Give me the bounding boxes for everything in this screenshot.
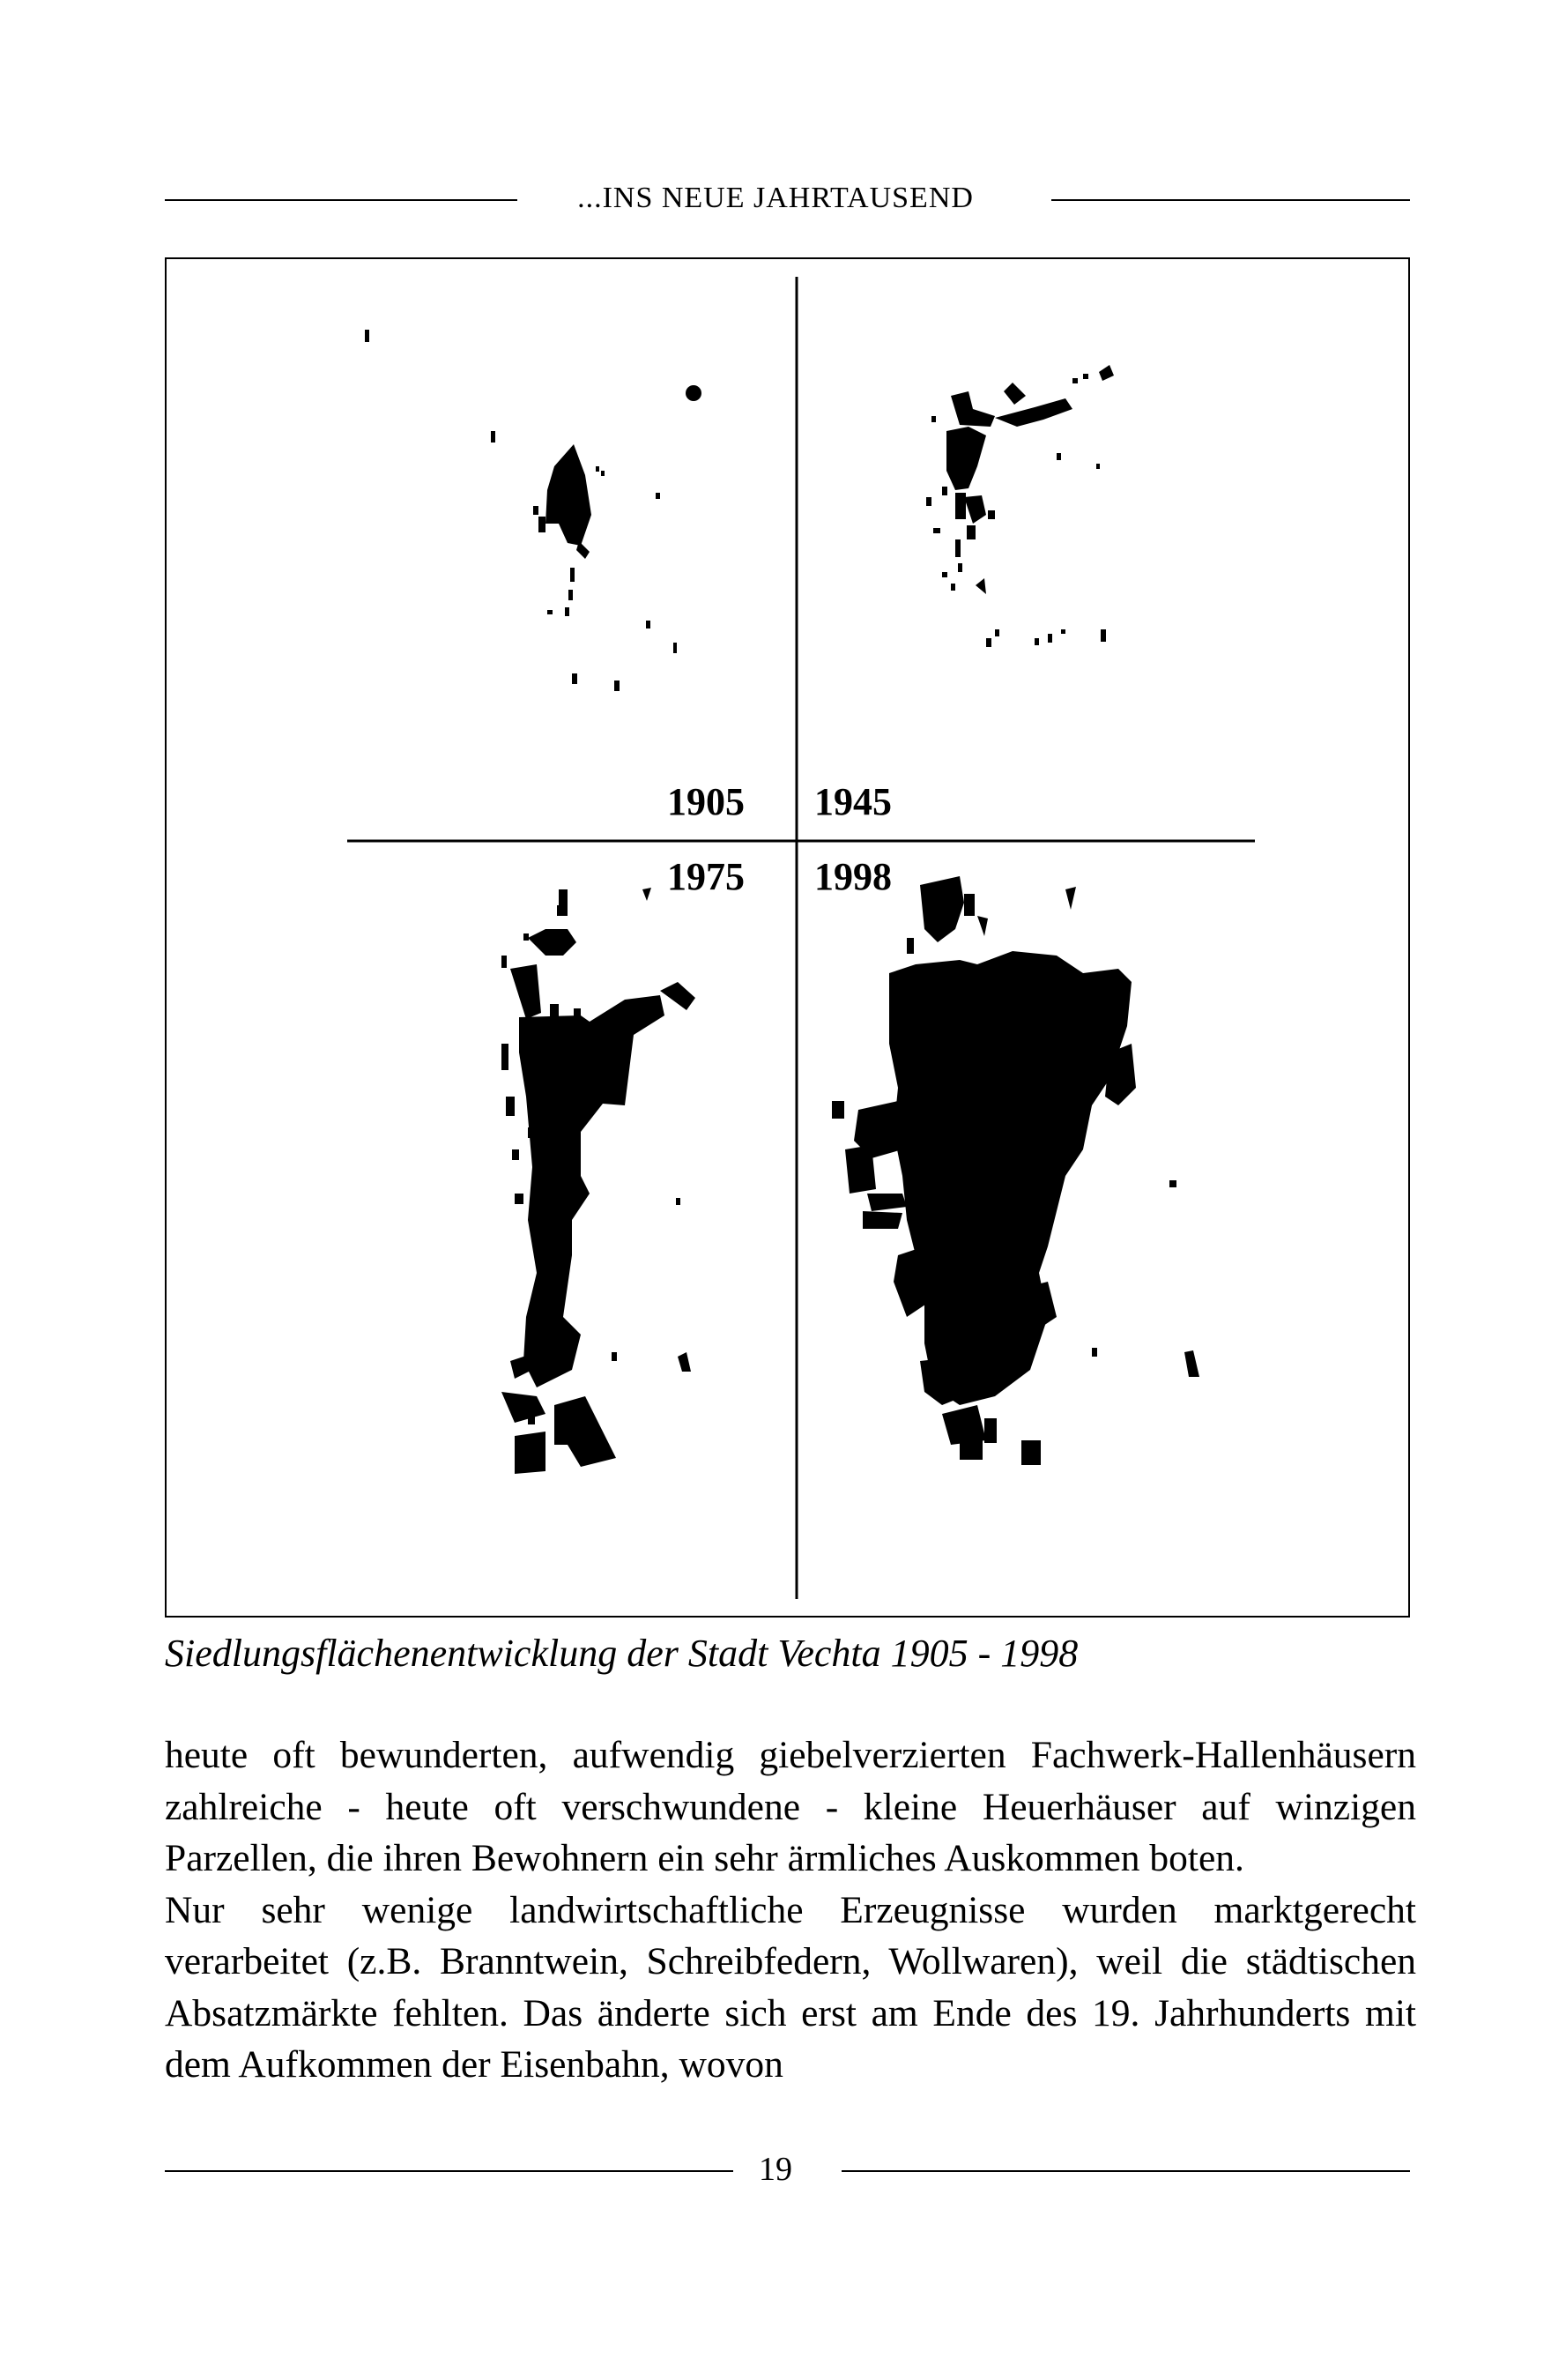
year-label-1905: 1905: [667, 780, 745, 823]
page-number: [0, 2149, 1551, 2190]
year-label-1945: 1945: [814, 780, 892, 823]
map-1905: [365, 330, 701, 691]
body-text: [165, 1729, 1416, 2091]
year-label-1998: 1998: [814, 855, 892, 898]
page-number-text: 19: [741, 2151, 810, 2188]
map-1975: [501, 888, 695, 1474]
map-1945: [926, 365, 1114, 647]
running-title: ...INS NEUE JAHRTAUSEND: [558, 182, 993, 214]
figure-frame: [165, 257, 1410, 1618]
year-label-1975: 1975: [667, 855, 745, 898]
settlement-maps: [167, 259, 1408, 1616]
paragraph-1: heute oft bewunderten, aufwendig giebelverzierten Fachwerk-Hallenhäusern zahlreiche - heute oft verschwundene - kleine Heuerhäuser auf winzigen Parzellen, die ihren Bewohnern ein sehr ärmliches Auskommen boten.: [165, 1734, 1416, 1879]
paragraph-2: Nur sehr wenige landwirtschaftliche Erzeugnisse wurden marktgerecht verarbeitet (z.B. Branntwein, Schreibfedern, Wollwaren), weil die städtischen Absatzmärkte fehlten. Das änderte sich erst am Ende des 19. Jahrhunderts mit dem Aufkommen der Eisenbahn, wovon: [165, 1888, 1416, 2086]
running-header: [0, 181, 1551, 216]
figure-caption: Siedlungsflächenentwicklung der Stadt Vechta 1905 - 1998: [165, 1632, 1079, 1675]
map-1998: [832, 876, 1199, 1465]
